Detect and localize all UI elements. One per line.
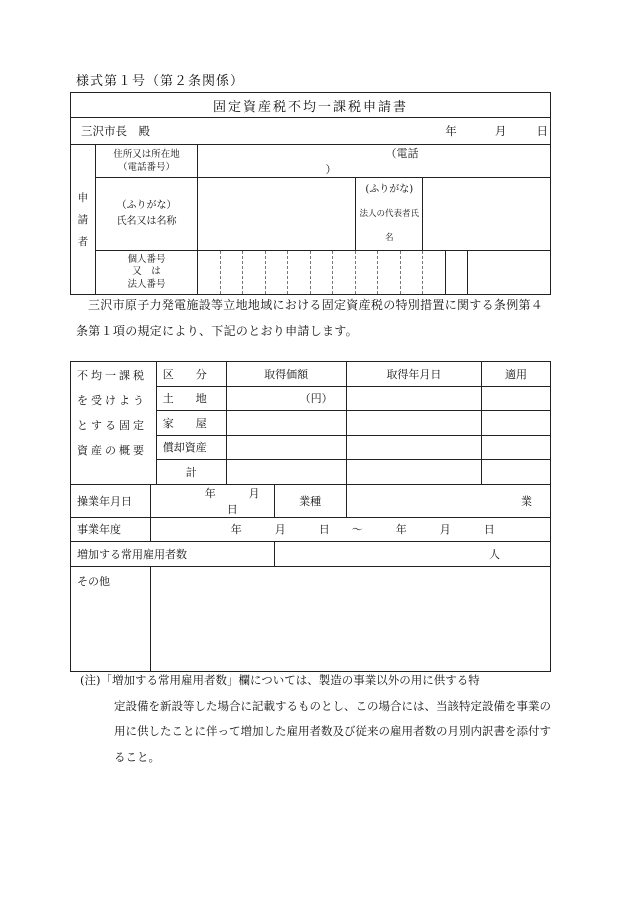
number-digit[interactable] xyxy=(445,251,468,295)
month-field[interactable]: 月 xyxy=(494,124,507,138)
number-digit[interactable] xyxy=(400,251,423,295)
row-building: 家 屋 xyxy=(156,411,226,436)
representative-field[interactable] xyxy=(423,178,551,251)
day-field[interactable]: 日 xyxy=(536,124,548,138)
name-field[interactable] xyxy=(198,178,356,251)
addressee: 三沢市長 殿 xyxy=(81,124,150,138)
applicant-side-label: 申 請 者 xyxy=(71,145,96,295)
number-digit[interactable] xyxy=(310,251,333,295)
apply-depreciable[interactable] xyxy=(482,435,551,460)
apply-header: 適用 xyxy=(482,362,551,387)
other-label: その他 xyxy=(71,566,151,671)
fiscal-year-field[interactable]: 年 月 日 ～ 年 月 日 xyxy=(150,517,550,542)
date-depreciable[interactable] xyxy=(346,435,482,460)
price-depreciable[interactable] xyxy=(226,435,346,460)
year-field[interactable]: 年 xyxy=(445,124,457,138)
number-digit[interactable] xyxy=(220,251,243,295)
business-label: 業種 xyxy=(274,484,346,517)
row-land: 土 地 xyxy=(156,386,226,411)
number-digit[interactable] xyxy=(288,251,311,295)
number-digit[interactable] xyxy=(378,251,401,295)
date-building[interactable] xyxy=(346,411,482,436)
form-id: 様式第１号（第２条関係） xyxy=(76,74,245,89)
address-label: 住所又は所在地 （電話番号） xyxy=(95,145,198,178)
apply-land[interactable] xyxy=(482,386,551,411)
number-digit[interactable] xyxy=(265,251,288,295)
operation-start-label: 操業年月日 xyxy=(71,484,151,517)
other-field[interactable] xyxy=(150,566,550,671)
number-digit[interactable] xyxy=(423,251,446,295)
apply-building[interactable] xyxy=(482,411,551,436)
category-header: 区 分 xyxy=(156,362,226,387)
number-digit[interactable] xyxy=(243,251,266,295)
addressee-row xyxy=(71,118,551,145)
asset-table xyxy=(70,361,551,672)
asset-overview-label: 不均一課税 を受けよう とする固定 資産の概要 xyxy=(71,362,157,485)
price-building[interactable] xyxy=(226,411,346,436)
number-label: 個人番号 又 は 法人番号 xyxy=(95,251,198,295)
address-field[interactable]: （電話 ） xyxy=(198,145,551,178)
fiscal-year-label: 事業年度 xyxy=(71,517,151,542)
number-digit[interactable] xyxy=(333,251,356,295)
apply-total[interactable] xyxy=(482,460,551,485)
employees-field[interactable]: 人 xyxy=(274,542,550,567)
price-total[interactable] xyxy=(226,460,346,485)
number-extra-field[interactable] xyxy=(468,251,551,295)
price-header: 取得価額 xyxy=(226,362,346,387)
row-total: 計 xyxy=(156,460,226,485)
date-total[interactable] xyxy=(346,460,482,485)
operation-start-field[interactable]: 年 月 日 xyxy=(150,484,274,517)
number-digit[interactable] xyxy=(355,251,378,295)
form-title: 固定資産税不均一課税申請書 xyxy=(71,93,551,118)
row-depreciable: 償却資産 xyxy=(156,435,226,460)
employees-label: 増加する常用雇用者数 xyxy=(71,542,275,567)
price-land[interactable]: （円） xyxy=(226,386,346,411)
date-land[interactable] xyxy=(346,386,482,411)
number-digit[interactable] xyxy=(198,251,221,295)
date-header: 取得年月日 xyxy=(346,362,482,387)
representative-label: (ふりがな) 法人の代表者氏名 xyxy=(355,178,423,251)
footnote: (注)「増加する常用雇用者数」欄については、製造の事業以外の用に供する特 定設備を新設等した場合に記載するものとし、この場合には、当該特定設備を事業の用に供したことに伴って増加した雇用者数及び従来の雇用者数の月別内訳書を添付すること。 xyxy=(80,673,551,764)
application-statement: 三沢市原子力発電施設等立地地域における固定資産税の特別措置に関する条例第４条第１項の規定により、下記のとおり申請します。 xyxy=(76,298,544,338)
business-field[interactable]: 業 xyxy=(346,484,550,517)
application-header-table xyxy=(70,92,551,295)
name-label: （ふりがな） 氏名又は名称 xyxy=(95,178,198,251)
